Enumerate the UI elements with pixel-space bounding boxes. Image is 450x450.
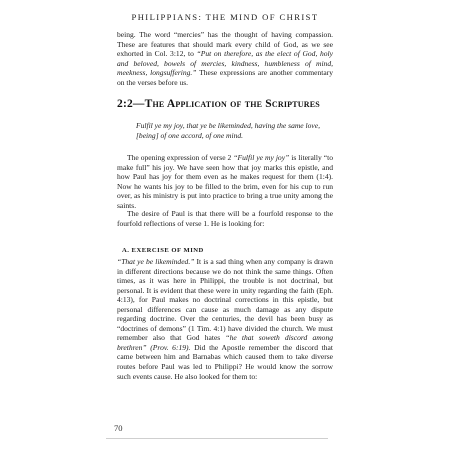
page-number: 70 xyxy=(114,423,123,433)
exercise-text-b: Did the Apostle remember the discord that came between him and Barnabas which caused them to take diverse routes before Paul was led to Philippi? He would know the sorrow such events cause. He also looked for them to: xyxy=(117,342,333,381)
exercise-quote-a: “That ye be likeminded.” xyxy=(117,257,195,266)
exercise-paragraph xyxy=(117,257,333,381)
exercise-quote-b: “he that soweth discord among brethren” (Prov. 6:19). xyxy=(117,333,334,352)
subheading: A. EXERCISE OF MIND xyxy=(122,247,204,254)
intro-paragraph xyxy=(117,30,333,87)
running-head: PHILIPPIANS: THE MIND OF CHRIST xyxy=(131,12,319,22)
section-heading: 2:2—The Application of the Scriptures xyxy=(117,98,320,110)
opening-paragraph xyxy=(117,153,333,210)
opening-scripture-quote: “Fulfil ye my joy” xyxy=(233,153,290,162)
verse-quote: Fulfil ye my joy, that ye be likeminded, having the same love, [being] of one accord, of one mind. xyxy=(136,121,320,140)
intro-scripture-quote: “Put on therefore, as the elect of God, holy and beloved, bowels of mercies, kindness, humbleness of mind, meekness, longsuffering.” xyxy=(117,49,334,78)
intro-text-a: being. The word “mercies” has the thought of having compassion. These are features that should mark every child of God, as we see exhorted in Col. 3:12, to xyxy=(117,30,333,59)
bottom-rule xyxy=(106,438,328,439)
intro-text-b: These expressions are another commentary on the verses before us. xyxy=(117,68,334,87)
desire-paragraph: The desire of Paul is that there will be a fourfold response to the fourfold reflections of verse 1. He is looking for: xyxy=(117,209,333,228)
opening-text-b: is literally “to make full” his joy. We have seen how that joy marks this epistle, and how Paul has joy for them even as he makes request for them (1:4). Now he wants his joy to be filled to the brim, even for his cup to run over, as his ministry is put into practice to bring a true unity among the saints. xyxy=(117,153,333,210)
opening-text-a: The opening expression of verse 2 xyxy=(127,153,234,162)
exercise-text-a: It is a sad thing when any company is drawn in different directions because we do not think the same things. Often times, as it was here in Philippi, the trouble is not doctrinal, but personal. It is evident that these were in unity regarding the faith (Eph. 4:13), for Paul makes no doctrinal corrections in this epistle, but personal differences can cause as much damage as any dispute regarding doctrine. Over the centuries, the devil has been busy as “doctrines of demons” (1 Tim. 4:1) have divided the church. We must remember also that God hates xyxy=(117,257,333,343)
